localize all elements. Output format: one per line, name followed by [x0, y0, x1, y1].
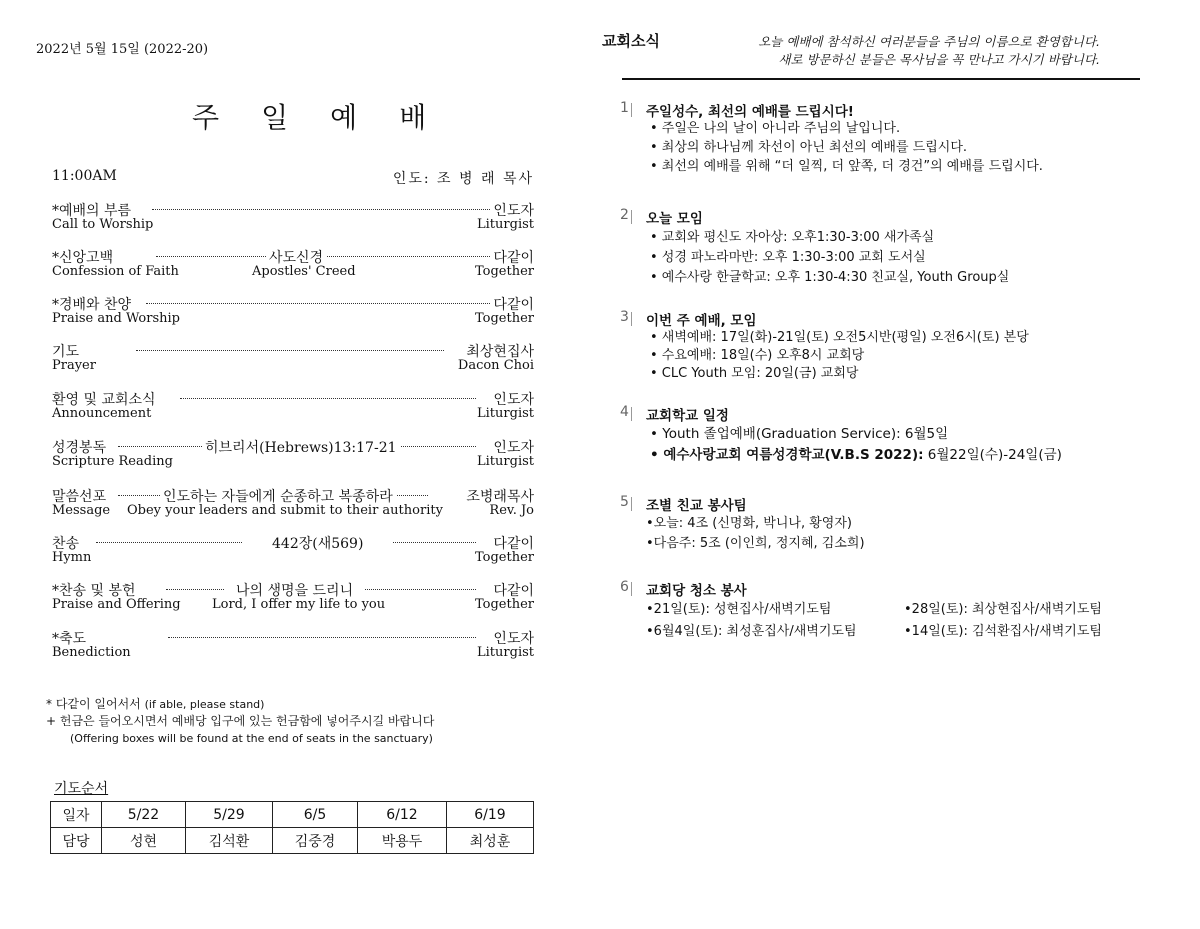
order-item-content: 히브리서(Hebrews)13:17-21	[202, 437, 400, 457]
note-offering: + 헌금은 들어오시면서 예배당 입구에 있는 헌금함에 넣어주시길 바랍니다	[46, 714, 435, 728]
section-title: 교회학교 일정	[646, 408, 729, 424]
table-cell: 6/5	[273, 802, 358, 828]
news-section	[620, 100, 1180, 180]
leader-dots	[146, 303, 490, 304]
order-item	[52, 341, 534, 377]
title-char: 일	[261, 101, 289, 134]
news-section	[620, 207, 1180, 287]
news-section	[620, 494, 1180, 554]
order-item-leader-en: Dacon Choi	[457, 358, 534, 373]
news-section	[620, 309, 1180, 389]
section-lines	[650, 424, 1062, 466]
table-cell: 6/12	[358, 802, 447, 828]
table-cell: 담당	[51, 828, 102, 854]
list-item: • 교회와 평신도 자아상: 오후1:30-3:00 새가족실	[650, 230, 935, 245]
list-item: • Youth 졸업예배(Graduation Service): 6월5일	[650, 426, 949, 442]
title-char: 배	[399, 101, 427, 134]
order-item-title-en: Praise and Offering	[52, 597, 181, 612]
section-lines	[650, 329, 1029, 383]
title-char: 주	[192, 101, 220, 134]
order-item-leader: 인도자	[491, 389, 534, 409]
order-item-leader-en: Rev. Jo	[489, 503, 534, 518]
order-item-leader: 다같이	[491, 294, 534, 314]
list-item: •21일(토): 성현집사/새벽기도팀	[646, 602, 832, 617]
list-item: •6월4일(토): 최성훈집사/새벽기도팀	[646, 624, 857, 639]
table-cell: 5/22	[102, 802, 186, 828]
order-item-title: 성경봉독	[52, 437, 110, 457]
order-item-leader-en: Together	[474, 597, 534, 612]
order-item-leader: 조병래목사	[464, 486, 534, 506]
order-item-leader: 다같이	[491, 580, 534, 600]
divider	[622, 78, 1140, 80]
section-number: 4	[620, 404, 629, 420]
order-item-content: 나의 생명을 드리니	[224, 580, 365, 600]
table-cell: 박용두	[358, 828, 447, 854]
welcome-message	[690, 33, 1100, 69]
order-item-leader: 인도자	[491, 437, 534, 457]
list-item: •오늘: 4조 (신명화, 박니나, 황영자)	[646, 516, 852, 531]
order-item-title-en: Hymn	[52, 550, 92, 565]
order-item-leader-en: Together	[474, 550, 534, 565]
note-offering-en: (Offering boxes will be found at the end of seats in the sanctuary)	[70, 732, 433, 745]
leader-dots	[136, 350, 444, 351]
list-item-rest: 6월22일(수)-24일(금)	[923, 447, 1062, 463]
bulletin-date: 2022년 5월 15일 (2022-20)	[36, 42, 209, 57]
order-item-leader: 인도자	[491, 200, 534, 220]
section-lines	[650, 119, 1043, 176]
order-item	[52, 247, 534, 283]
order-item-leader-en: Liturgist	[477, 454, 534, 469]
table-cell: 김중경	[273, 828, 358, 854]
welcome-line: 오늘 예배에 참석하신 여러분들을 주님의 이름으로 환영합니다.	[758, 34, 1100, 49]
order-item-leader: 다같이	[491, 533, 534, 553]
section-title: 주일성수, 최선의 예배를 드립시다!	[646, 104, 854, 120]
prayer-schedule-table	[50, 801, 534, 854]
table-cell: 최성훈	[447, 828, 534, 854]
order-item-leader: 최상현집사	[464, 341, 534, 361]
order-item-title: 말씀선포	[52, 486, 110, 506]
order-item-title-en: Announcement	[52, 406, 152, 421]
order-item-title: 찬송	[52, 533, 83, 553]
table-cell: 5/29	[186, 802, 273, 828]
order-item	[52, 486, 534, 522]
section-title: 조별 친교 봉사팀	[646, 498, 747, 514]
church-news-page	[590, 0, 1200, 929]
leader-dots	[168, 637, 476, 638]
page-title	[192, 96, 468, 136]
order-item	[52, 294, 534, 330]
order-item	[52, 533, 534, 569]
order-of-worship-page	[0, 0, 590, 929]
order-item-title: *찬송 및 봉헌	[52, 580, 140, 600]
news-section	[620, 404, 1180, 464]
table-row	[51, 802, 534, 828]
table-row	[51, 828, 534, 854]
order-item	[52, 628, 534, 664]
note-stand	[46, 696, 434, 713]
list-item: •다음주: 5조 (이인희, 정지혜, 김소희)	[646, 536, 865, 551]
order-item-title: *예배의 부름	[52, 203, 132, 219]
order-item-content-en: Apostles' Creed	[252, 264, 356, 279]
title-char: 예	[330, 101, 358, 134]
list-item: • CLC Youth 모임: 20일(금) 교회당	[650, 366, 859, 381]
list-item: • 주일은 나의 날이 아니라 주님의 날입니다.	[650, 121, 901, 136]
list-item: • 최선의 예배를 위해 “더 일찍, 더 앞쪽, 더 경건”의 예배를 드립시다.	[650, 159, 1043, 174]
order-item-title-en: Scripture Reading	[52, 454, 173, 469]
order-item-leader: 인도자	[491, 628, 534, 648]
table-cell: 6/19	[447, 802, 534, 828]
order-item-leader: 다같이	[491, 247, 534, 267]
order-item-leader-en: Liturgist	[477, 217, 534, 232]
order-item	[52, 200, 534, 236]
order-item-title: 기도	[52, 344, 80, 360]
order-item-title: *경배와 찬양	[52, 294, 135, 314]
section-number: 1	[620, 100, 629, 116]
section-number: 2	[620, 207, 629, 223]
order-item-title: *축도	[52, 631, 87, 647]
order-item-title: *신앙고백	[52, 247, 117, 267]
note-stand-ko: * 다같이 일어서서	[46, 697, 141, 711]
order-item-leader-en: Together	[474, 264, 534, 279]
section-lines	[646, 514, 865, 554]
order-item-content: 442장(새569)	[242, 533, 393, 553]
prayer-schedule-title: 기도순서	[54, 781, 109, 797]
section-lines	[650, 228, 1009, 288]
order-item-title-en: Call to Worship	[52, 217, 154, 232]
order-item-content-en: Obey your leaders and submit to their authority	[127, 503, 443, 518]
order-item-title-en: Benediction	[52, 645, 131, 660]
leader-dots	[180, 398, 476, 399]
news-heading: 교회소식	[602, 32, 660, 50]
list-item: • 성경 파노라마반: 오후 1:30-3:00 교회 도서실	[650, 250, 926, 265]
order-item-leader-en: Liturgist	[477, 406, 534, 421]
order-item-title-en: Praise and Worship	[52, 311, 180, 326]
section-title: 오늘 모임	[646, 211, 703, 227]
order-item-content: 인도하는 자들에게 순종하고 복종하라	[160, 486, 396, 506]
list-item: •28일(토): 최상현집사/새벽기도팀	[904, 602, 1102, 617]
welcome-line: 새로 방문하신 분들은 목사님을 꼭 만나고 가시기 바랍니다.	[778, 52, 1100, 67]
order-item-title-en: Message	[52, 503, 111, 518]
table-cell: 성현	[102, 828, 186, 854]
order-item-content: 사도신경	[266, 247, 326, 267]
section-lines	[646, 599, 1144, 643]
service-time: 11:00AM	[52, 168, 117, 184]
list-item-bold: • 예수사랑교회 여름성경학교(V.B.S 2022):	[650, 447, 924, 463]
worship-notes	[46, 696, 434, 747]
order-item	[52, 580, 534, 616]
list-item: •14일(토): 김석환집사/새벽기도팀	[904, 624, 1102, 639]
list-item: • 수요예배: 18일(수) 오후8시 교회당	[650, 348, 865, 363]
order-item-title-en: Prayer	[52, 358, 96, 373]
order-item-title-en: Confession of Faith	[52, 264, 179, 279]
order-item-title: 환영 및 교회소식	[52, 389, 160, 409]
table-cell: 일자	[51, 802, 102, 828]
section-number: 3	[620, 309, 629, 325]
section-number: 6	[620, 579, 629, 595]
list-item: • 새벽예배: 17일(화)-21일(토) 오전5시반(평일) 오전6시(토) 본당	[650, 330, 1029, 345]
order-item-leader-en: Together	[474, 311, 534, 326]
list-item	[650, 445, 1062, 466]
order-item	[52, 389, 534, 425]
service-leader: 인도: 조 병 래 목사	[392, 171, 534, 187]
leader-dots	[152, 209, 490, 210]
note-stand-en: (if able, please stand)	[144, 698, 265, 711]
list-item: • 최상의 하나님께 차선이 아닌 최선의 예배를 드립시다.	[650, 140, 968, 155]
list-item: • 예수사랑 한글학교: 오후 1:30-4:30 친교실, Youth Group실	[650, 270, 1010, 285]
table-cell: 김석환	[186, 828, 273, 854]
order-item	[52, 437, 534, 473]
order-item-leader-en: Liturgist	[477, 645, 534, 660]
section-number: 5	[620, 494, 629, 510]
news-section	[620, 579, 1180, 639]
order-item-content-en: Lord, I offer my life to you	[212, 597, 386, 612]
section-title: 교회당 청소 봉사	[646, 583, 747, 599]
section-title: 이번 주 예배, 모임	[646, 313, 757, 329]
